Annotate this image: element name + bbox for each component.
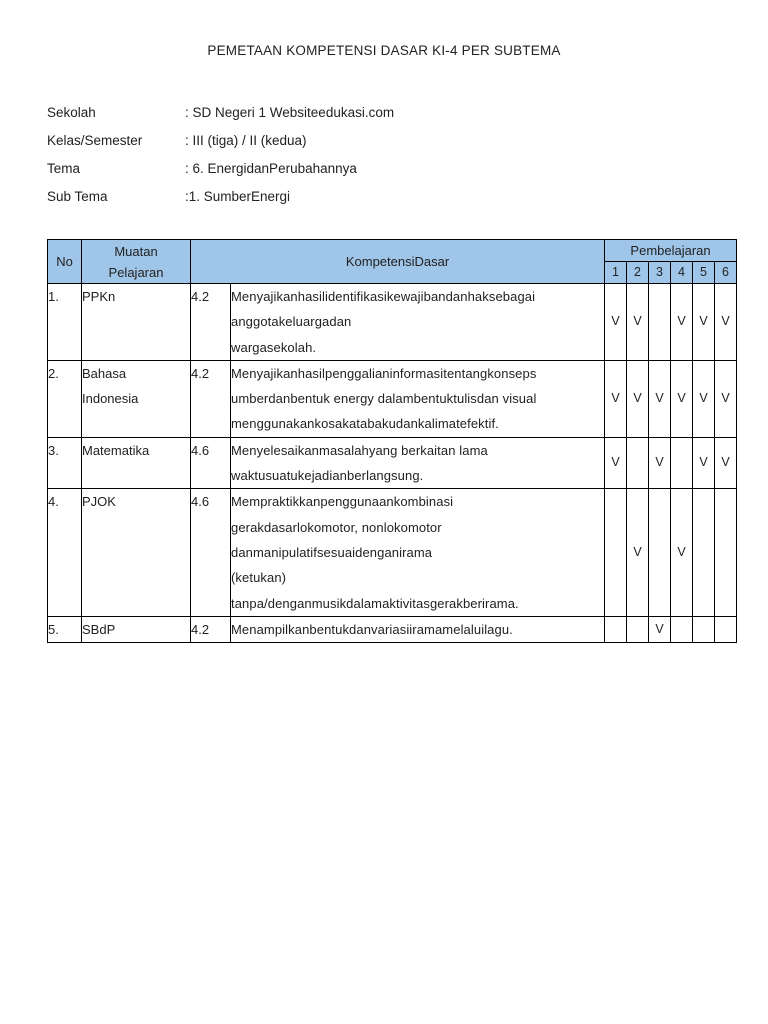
header-pembelajaran-5: 5	[693, 262, 715, 284]
pembelajaran-5-check: V	[693, 360, 715, 437]
document-title: PEMETAAN KOMPETENSI DASAR KI-4 PER SUBTEMA	[207, 43, 561, 58]
kd-code: 4.2	[191, 284, 231, 361]
kd-description-line: Menyajikanhasilidentifikasikewajibandanhaksebagai	[231, 289, 536, 304]
table-row	[48, 360, 737, 437]
document-info	[47, 98, 394, 210]
info-row-tema	[47, 154, 394, 182]
kompetensi-table	[47, 239, 737, 643]
pembelajaran-1-check	[605, 616, 627, 642]
header-pembelajaran-1: 1	[605, 262, 627, 284]
pembelajaran-4-check: V	[671, 489, 693, 616]
muatan-pelajaran-line: PJOK	[82, 494, 116, 510]
info-value: : 6. EnergidanPerubahannya	[185, 160, 357, 176]
pembelajaran-5-check	[693, 489, 715, 616]
muatan-pelajaran-cell	[82, 489, 191, 616]
kd-description-line: Mempraktikkanpenggunaankombinasi	[231, 494, 454, 510]
kd-description-line: umberdanbentuk energy dalambentuktulisdan visual	[231, 391, 537, 407]
row-number: 5.	[48, 616, 82, 642]
info-row-sekolah	[47, 98, 394, 126]
table-row	[48, 616, 737, 642]
pembelajaran-3-check: V	[649, 616, 671, 642]
kd-description-cell	[231, 284, 605, 361]
muatan-pelajaran-line: Matematika	[82, 442, 150, 458]
header-pembelajaran-4: 4	[671, 262, 693, 284]
kompetensi-table-body	[48, 284, 737, 643]
pembelajaran-5-check	[693, 616, 715, 642]
header-muatan-pelajaran	[82, 240, 191, 284]
kd-code: 4.6	[191, 437, 231, 489]
info-label: Sekolah	[47, 104, 96, 120]
row-number: 2.	[48, 360, 82, 437]
kd-description-line: waktusuatukejadianberlangsung.	[231, 468, 424, 484]
pembelajaran-3-check: V	[649, 437, 671, 489]
pembelajaran-4-check	[671, 437, 693, 489]
pembelajaran-2-check	[627, 437, 649, 489]
pembelajaran-2-check: V	[627, 284, 649, 361]
kd-code: 4.2	[191, 360, 231, 437]
muatan-pelajaran-line: SBdP	[82, 621, 116, 637]
pembelajaran-2-check: V	[627, 360, 649, 437]
muatan-pelajaran-line: Indonesia	[82, 391, 139, 407]
row-number: 4.	[48, 489, 82, 616]
header-pembelajaran: Pembelajaran	[605, 240, 737, 262]
muatan-pelajaran-line: Bahasa	[82, 365, 127, 381]
info-value: : SD Negeri 1 Websiteedukasi.com	[185, 104, 395, 120]
info-value: :1. SumberEnergi	[185, 188, 291, 204]
pembelajaran-6-check: V	[715, 360, 737, 437]
header-pelajaran-line: Pelajaran	[108, 264, 164, 280]
kd-description-line: wargasekolah.	[231, 339, 317, 355]
muatan-pelajaran-cell	[82, 616, 191, 642]
kd-code: 4.6	[191, 489, 231, 616]
header-pembelajaran-6: 6	[715, 262, 737, 284]
pembelajaran-4-check	[671, 616, 693, 642]
pembelajaran-1-check	[605, 489, 627, 616]
header-no: No	[48, 240, 82, 284]
pembelajaran-1-check: V	[605, 360, 627, 437]
pembelajaran-6-check	[715, 489, 737, 616]
row-number: 3.	[48, 437, 82, 489]
kd-description-line: Menyelesaikanmasalahyang berkaitan lama	[231, 442, 488, 458]
pembelajaran-1-check: V	[605, 284, 627, 361]
kd-description-line: Menyajikanhasilpenggalianinformasitentangkonseps	[231, 365, 537, 381]
kd-description-line: Menampilkanbentukdanvariasiiramamelaluilagu.	[231, 621, 513, 637]
pembelajaran-2-check	[627, 616, 649, 642]
kd-description-line: danmanipulatifsesuaidenganirama	[231, 544, 433, 560]
muatan-pelajaran-cell	[82, 360, 191, 437]
info-label: Kelas/Semester	[47, 132, 143, 148]
pembelajaran-3-check: V	[649, 360, 671, 437]
table-row	[48, 489, 737, 616]
pembelajaran-4-check: V	[671, 284, 693, 361]
muatan-pelajaran-cell	[82, 284, 191, 361]
info-row-kelas-semester	[47, 126, 394, 154]
muatan-pelajaran-line: PPKn	[82, 289, 116, 304]
header-kompetensi-dasar: KompetensiDasar	[191, 240, 605, 284]
kd-description-line: gerakdasarlokomotor, nonlokomotor	[231, 519, 442, 535]
pembelajaran-4-check: V	[671, 360, 693, 437]
info-label: Tema	[47, 160, 81, 176]
kd-code: 4.2	[191, 616, 231, 642]
pembelajaran-6-check: V	[715, 284, 737, 361]
kd-description-line: (ketukan)	[231, 570, 287, 586]
pembelajaran-6-check	[715, 616, 737, 642]
kd-description-cell	[231, 489, 605, 616]
table-row	[48, 437, 737, 489]
pembelajaran-1-check: V	[605, 437, 627, 489]
header-muatan-line: Muatan	[114, 243, 158, 259]
table-row	[48, 284, 737, 361]
row-number: 1.	[48, 284, 82, 361]
kd-description-line: tanpa/denganmusikdalamaktivitasgerakberirama.	[231, 595, 519, 611]
pembelajaran-5-check: V	[693, 437, 715, 489]
header-pembelajaran-2: 2	[627, 262, 649, 284]
pembelajaran-5-check: V	[693, 284, 715, 361]
info-row-sub-tema	[47, 182, 394, 210]
kd-description-cell	[231, 616, 605, 642]
pembelajaran-3-check	[649, 284, 671, 361]
kd-description-cell	[231, 360, 605, 437]
info-label: Sub Tema	[47, 188, 108, 204]
kd-description-cell	[231, 437, 605, 489]
muatan-pelajaran-cell	[82, 437, 191, 489]
kd-description-line: anggotakeluargadan	[231, 314, 352, 330]
kd-description-line: menggunakankosakatabakudankalimatefektif.	[231, 416, 499, 432]
info-value: : III (tiga) / II (kedua)	[185, 132, 307, 148]
header-pembelajaran-3: 3	[649, 262, 671, 284]
pembelajaran-6-check: V	[715, 437, 737, 489]
pembelajaran-2-check: V	[627, 489, 649, 616]
pembelajaran-3-check	[649, 489, 671, 616]
